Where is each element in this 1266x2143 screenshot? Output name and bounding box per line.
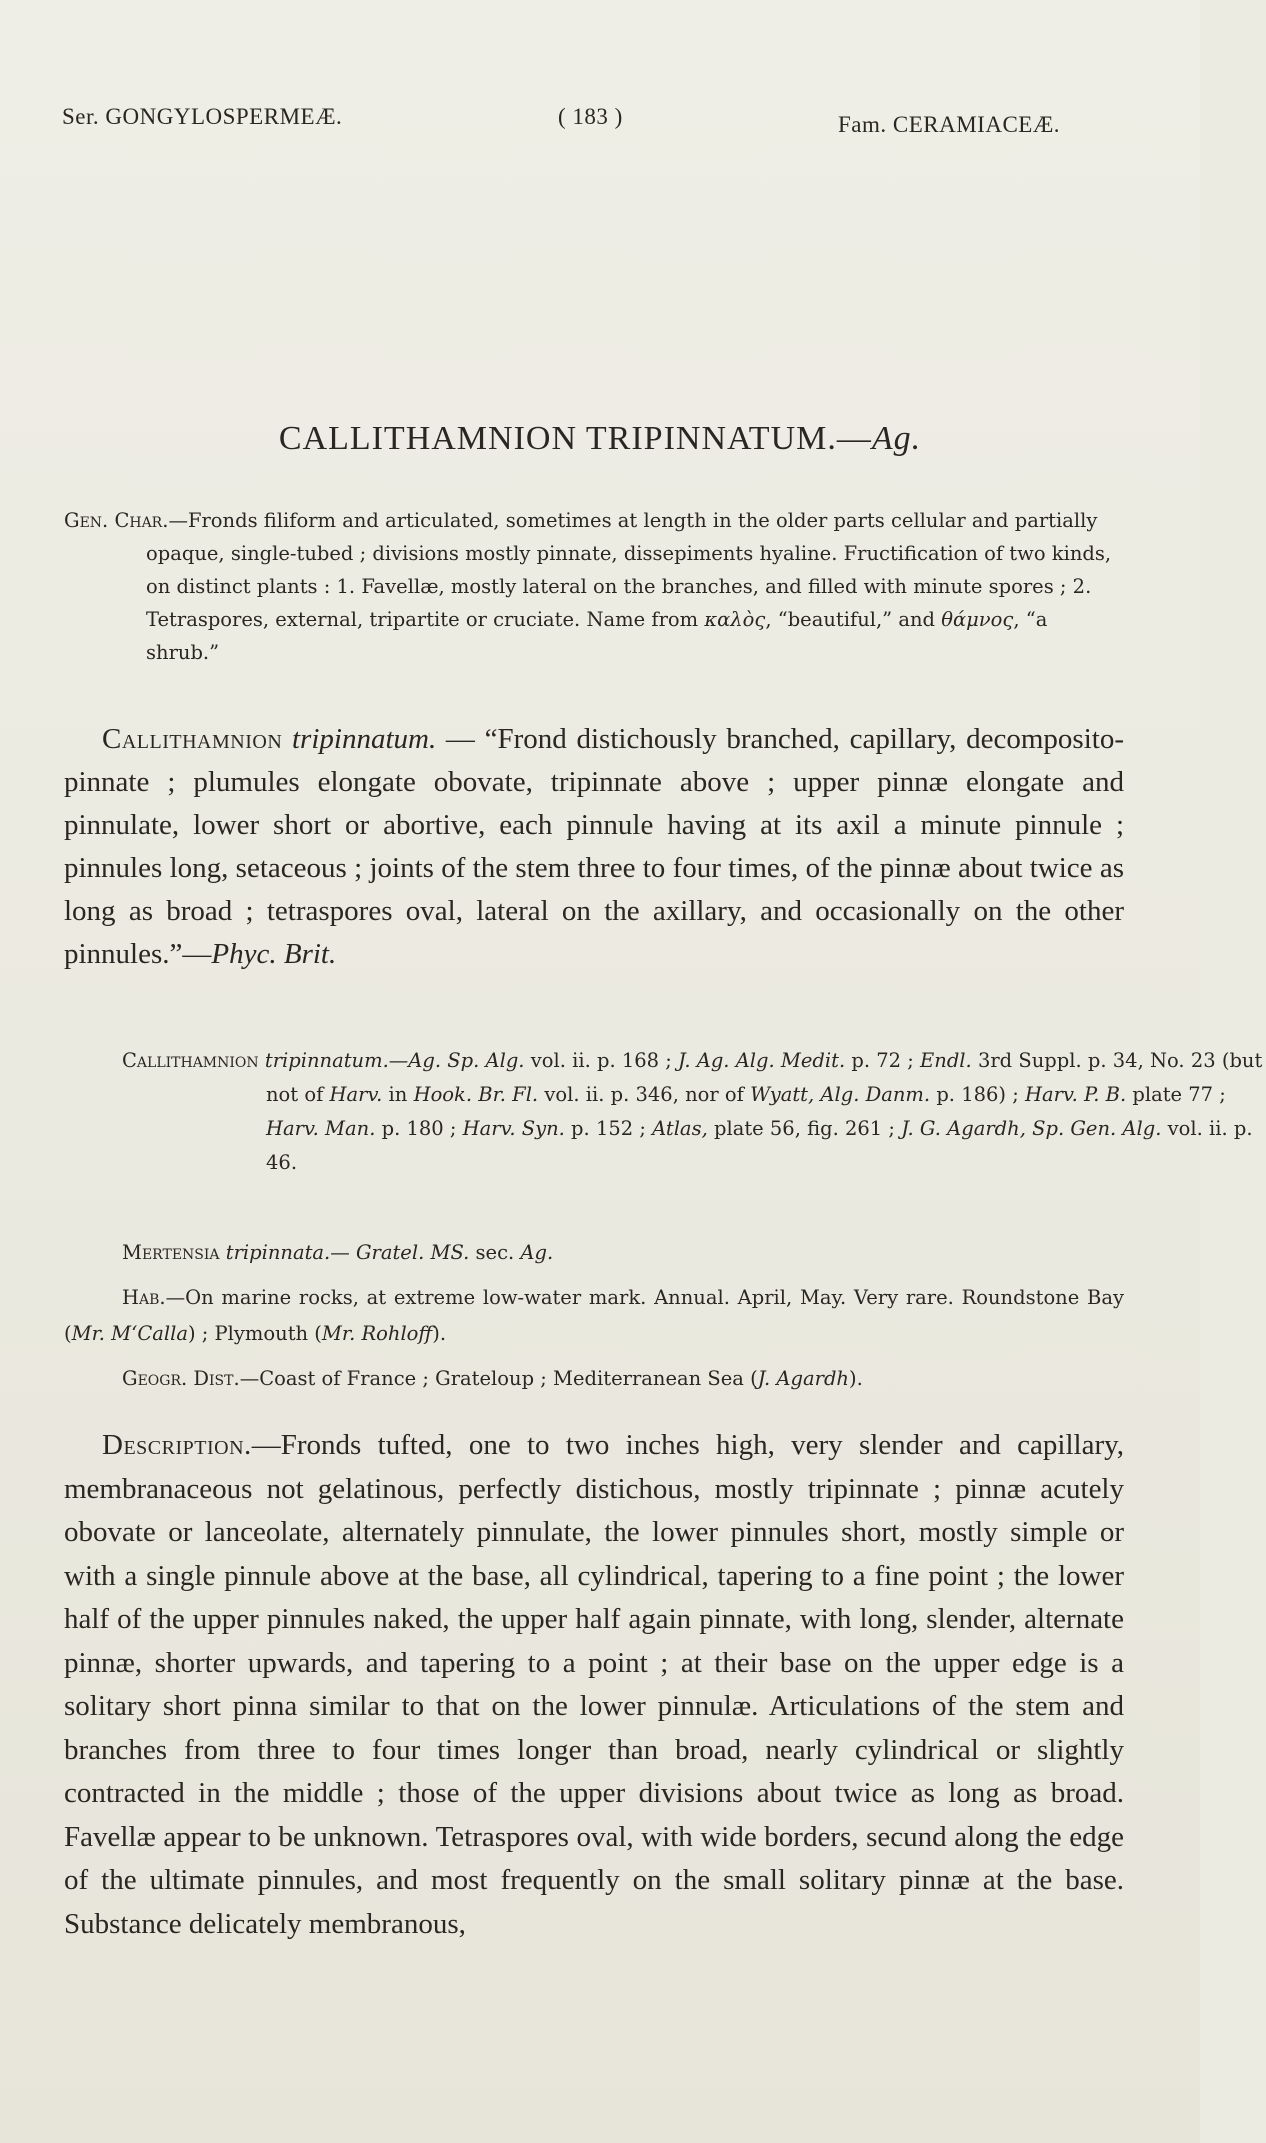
species-title (0, 420, 1200, 458)
running-header (0, 104, 1200, 144)
generic-character-part: —Fronds filiform and articulated, sometimes at length in the older parts cellular and partially opaque, single-tubed ; divisions mostly pinnate, dissepiments hyaline. Fructification of two kinds, on distinct plants : 1. Favellæ, mostly lateral on the branches, and filled with minute spores ; 2. Tetraspores, external, tripartite or cruciate. Name from (146, 509, 1112, 631)
header-series: Ser. GONGYLOSPERMEÆ. (62, 104, 343, 129)
synonymy-ref: Harv. (329, 1083, 383, 1106)
synonymy-ref: tripinnatum.—Ag. Sp. Alg. (264, 1049, 525, 1072)
species-diagnosis (64, 718, 1124, 976)
synonymy-ref: vol. ii. p. 346, nor of (538, 1083, 751, 1106)
synonymy-ref: plate 77 ; (1126, 1083, 1226, 1106)
synonym-mertensia-ref: tripinnata.— Gratel. MS. (225, 1241, 470, 1264)
synonymy-ref: p. 180 ; (375, 1117, 463, 1140)
greek-word: καλὸς (704, 608, 766, 631)
synonym-mertensia-ref: Ag. (520, 1241, 554, 1264)
synonym-mertensia-ref: sec. (469, 1241, 521, 1264)
synonymy-ref: vol. ii. p. 46. (266, 1117, 1253, 1174)
species-diagnosis-source: Phyc. Brit. (211, 938, 337, 970)
generic-character-label: Gen. Char. (64, 509, 169, 532)
synonymy-ref: Atlas, (652, 1117, 708, 1140)
description-label: Description. (102, 1429, 252, 1461)
habitat-collector: Mr. Rohloff (321, 1322, 433, 1345)
habitat-text: ). (432, 1322, 447, 1345)
synonym-mertensia (122, 1236, 1122, 1270)
synonym-mertensia-label: Mertensia (122, 1241, 220, 1264)
synonymy-ref: Endl. (920, 1049, 972, 1072)
habitat-text: ) ; Plymouth ( (187, 1322, 322, 1345)
synonymy-ref: plate 56, fig. 261 ; (707, 1117, 902, 1140)
synonymy-ref: in (382, 1083, 414, 1106)
synonymy-ref: Hook. Br. Fl. (413, 1083, 539, 1106)
synonymy-ref: vol. ii. p. 168 ; (524, 1049, 679, 1072)
description-text: —Fronds tufted, one to two inches high, very slender and capillary, membranaceous not gelatinous, perfectly distichous, mostly tripinnate ; pinnæ acutely obovate or lanceolate, alternately pinnulate, the lower pinnules short, mostly simple or with a single pinnule above at the base, all cylindrical, tapering to a fine point ; the lower half of the upper pinnules naked, the upper half again pinnate, with long, slender, alternate pinnæ, shorter upwards, and tapering to a point ; at their base on the upper edge is a solitary short pinna similar to that on the lower pinnulæ. Articulations of the stem and branches from three to four times longer than broad, nearly cylindrical or slightly contracted in the middle ; those of the upper divisions about twice as long as broad. Favellæ appear to be unknown. Tetraspores oval, with wide borders, secund along the edge of the ultimate pinnules, and most frequently on the small solitary pinnæ at the base. Substance delicately membranous, (64, 1429, 1124, 1940)
geographic-distribution-text: —Coast of France ; Grateloup ; Mediterranean Sea ( (239, 1367, 758, 1390)
habitat-label: Hab. (122, 1286, 166, 1309)
species-title-authority: Ag. (871, 420, 922, 457)
species-diagnosis-label: Callithamnion (102, 723, 283, 755)
synonymy-ref: p. 152 ; (564, 1117, 653, 1140)
geographic-distribution (122, 1362, 1122, 1396)
species-epithet: tripinnatum. (291, 723, 437, 755)
greek-word: θάμνος (941, 608, 1014, 631)
synonymy-ref: Harv. Syn. (462, 1117, 565, 1140)
generic-character (64, 504, 1124, 669)
generic-character-part: , “a shrub.” (146, 608, 1048, 664)
description (64, 1424, 1124, 1946)
geographic-distribution-text: ). (849, 1367, 863, 1390)
synonymy-ref: 3rd Suppl. p. 34, No. 23 (but not of (266, 1049, 1263, 1106)
geographic-distribution-authority: J. Agardh (757, 1367, 849, 1390)
species-diagnosis-text: — “Frond distichously branched, capillary, decomposito-pinnate ; plumules elongate obovate, tripinnate above ; upper pinnæ elongate and pinnulate, lower short or abortive, each pinnule having at its axil a minute pinnule ; pinnules long, setaceous ; joints of the stem three to four times, of the pinnæ about twice as long as broad ; tetraspores oval, lateral on the axillary, and occasionally on the other pinnules.”— (64, 723, 1124, 970)
synonymy-ref: J. Ag. Alg. Medit. (678, 1049, 846, 1072)
geographic-distribution-label: Geogr. Dist. (122, 1367, 240, 1390)
synonymy-ref: J. G. Agardh, Sp. Gen. Alg. (901, 1117, 1162, 1140)
synonymy-ref: p. 186) ; (930, 1083, 1025, 1106)
synonymy-block (122, 1044, 1266, 1180)
synonymy-label: Callithamnion (122, 1049, 259, 1072)
header-family: Fam. CERAMIACEÆ. (838, 112, 1061, 137)
generic-character-text (64, 504, 1124, 669)
generic-character-part: , “beautiful,” and (765, 608, 942, 631)
habitat-collector: Mr. M‘Calla (71, 1322, 188, 1345)
synonymy-ref: p. 72 ; (845, 1049, 921, 1072)
page-number: ( 183 ) (558, 104, 623, 129)
species-title-name: CALLITHAMNION TRIPINNATUM.— (278, 420, 872, 457)
synonymy-ref: Wyatt, Alg. Danm. (750, 1083, 931, 1106)
habitat-text: —On marine rocks, at extreme low-water mark. Annual. April, May. Very rare. Roundstone Bay ( (64, 1286, 1124, 1345)
synonymy-ref: Harv. Man. (266, 1117, 376, 1140)
synonymy-ref: Harv. P. B. (1025, 1083, 1127, 1106)
habitat (64, 1280, 1124, 1352)
